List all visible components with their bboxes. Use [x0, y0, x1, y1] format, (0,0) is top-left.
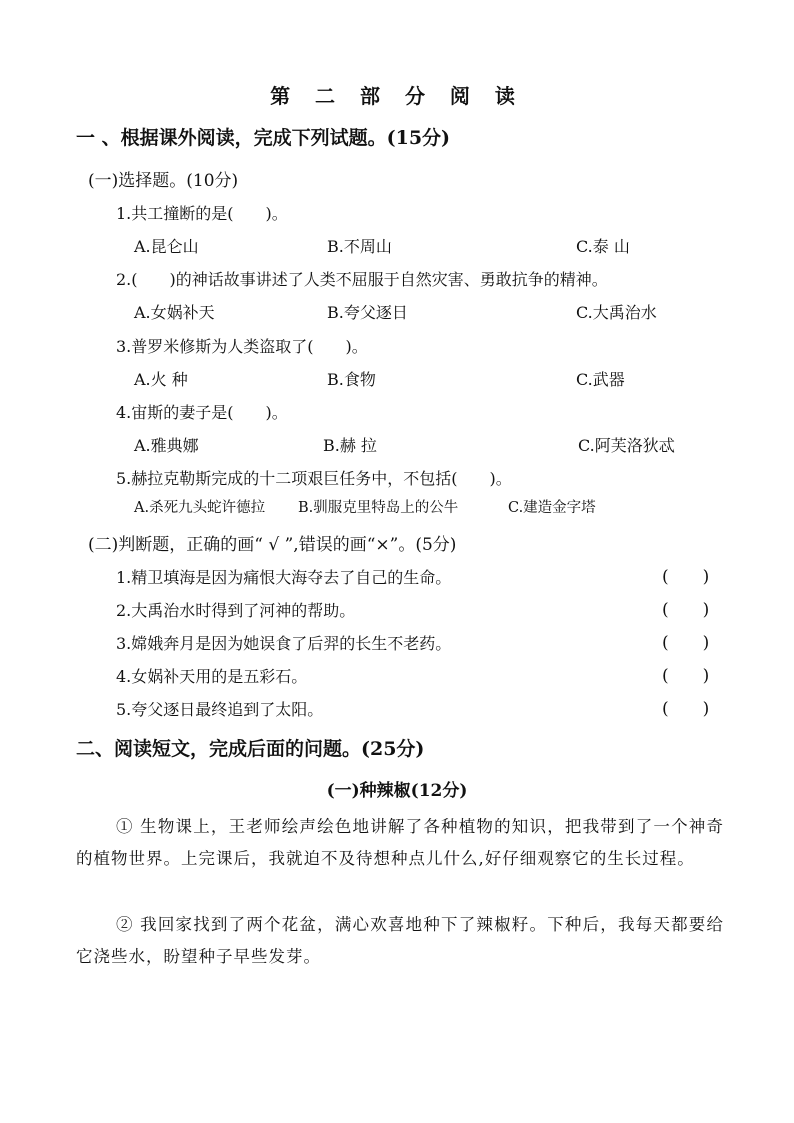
option-b: B.夸父逐日	[327, 303, 408, 322]
judgement-item: 2.大禹治水时得到了河神的帮助。	[116, 601, 356, 620]
answer-parentheses: ( )	[662, 600, 710, 620]
option-b: B.食物	[327, 370, 376, 389]
question-stem: 1.共工撞断的是( )。	[116, 204, 288, 223]
question-stem: 3.普罗米修斯为人类盗取了( )。	[116, 337, 368, 356]
section2-heading: 二、阅读短文，完成后面的问题。(25分)	[76, 738, 425, 760]
choice-section-heading: (一)选择题。(10分)	[88, 171, 239, 191]
passage-paragraph: ② 我回家找到了两个花盆，满心欢喜地种下了辣椒籽。下种后，我每天都要给它浇些水，盼望种子早些发芽。	[76, 915, 724, 966]
option-a: A.女娲补天	[134, 303, 215, 322]
section1-heading: 一 、根据课外阅读，完成下列试题。(15分)	[76, 127, 451, 149]
judgement-item: 1.精卫填海是因为痛恨大海夺去了自己的生命。	[116, 568, 452, 587]
judgement-item: 3.嫦娥奔月是因为她误食了后羿的长生不老药。	[116, 634, 452, 653]
option-b: B.驯服克里特岛上的公牛	[298, 500, 459, 516]
passage-paragraph: ① 生物课上，王老师绘声绘色地讲解了各种植物的知识，把我带到了一个神奇的植物世界。上完课后，我就迫不及待想种点儿什么,好仔细观察它的生长过程。	[76, 817, 724, 868]
option-c: C.建造金字塔	[508, 500, 596, 516]
option-a: A.昆仑山	[134, 237, 199, 256]
option-a: A.火 种	[134, 370, 188, 389]
option-b: B.不周山	[327, 237, 392, 256]
page-title: 第 二 部 分 阅 读	[270, 84, 524, 108]
answer-parentheses: ( )	[662, 567, 710, 587]
passage-title: (一)种辣椒(12分)	[326, 781, 468, 801]
answer-parentheses: ( )	[662, 666, 710, 686]
judgement-item: 4.女娲补天用的是五彩石。	[116, 667, 308, 686]
question-stem: 5.赫拉克勒斯完成的十二项艰巨任务中，不包括( )。	[116, 469, 512, 488]
judgement-section-heading: (二)判断题，正确的画“ √ ”,错误的画“×”。(5分)	[88, 535, 457, 555]
option-c: C.泰 山	[576, 237, 630, 256]
answer-parentheses: ( )	[662, 699, 710, 719]
option-b: B.赫 拉	[323, 436, 377, 455]
option-c: C.大禹治水	[576, 303, 657, 322]
option-a: A.雅典娜	[134, 436, 199, 455]
option-c: C.武器	[576, 370, 625, 389]
answer-parentheses: ( )	[662, 633, 710, 653]
judgement-item: 5.夸父逐日最终追到了太阳。	[116, 700, 324, 719]
question-stem: 2.( )的神话故事讲述了人类不屈服于自然灾害、勇敢抗争的精神。	[116, 270, 608, 289]
option-a: A.杀死九头蛇许德拉	[134, 500, 266, 516]
option-c: C.阿芙洛狄忒	[578, 436, 675, 455]
question-stem: 4.宙斯的妻子是( )。	[116, 403, 288, 422]
